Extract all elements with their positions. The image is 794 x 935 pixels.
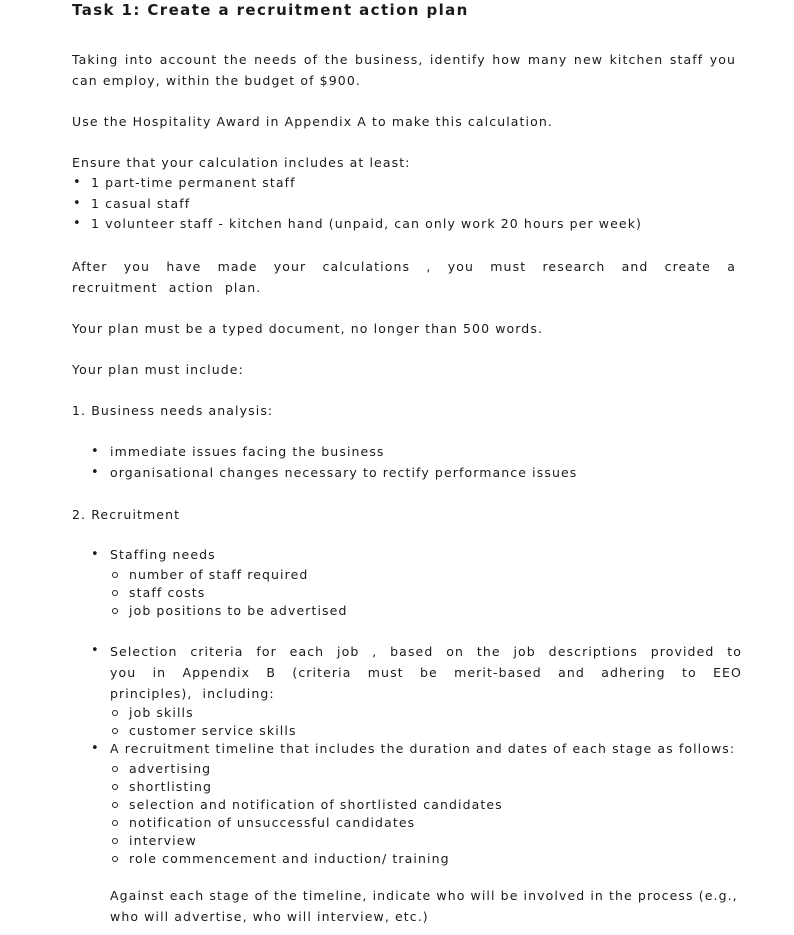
list-item: shortlisting bbox=[110, 778, 742, 796]
ensure-list bbox=[72, 173, 642, 235]
list-item: role commencement and induction/ training bbox=[110, 850, 742, 868]
list-item: staff costs bbox=[110, 584, 742, 602]
list-item: • 1 volunteer staff - kitchen hand (unpaid, can only work 20 hours per week) bbox=[72, 214, 642, 235]
list-item: interview bbox=[110, 832, 742, 850]
list-item: • immediate issues facing the business bbox=[110, 442, 742, 463]
list-item: • 1 part-time permanent staff bbox=[72, 173, 642, 194]
list-item: customer service skills bbox=[110, 722, 742, 740]
selection-label: • Selection criteria for each job , based on the job descriptions provided to you in Appendix B (criteria must be merit-based and adhering to EEO principles), including: bbox=[110, 644, 742, 701]
list-item: job skills bbox=[110, 704, 742, 722]
list-item: notification of unsuccessful candidates bbox=[110, 814, 742, 832]
ensure-heading: Ensure that your calculation includes at least: bbox=[72, 155, 411, 170]
list-item: • organisational changes necessary to rectify performance issues bbox=[110, 463, 742, 484]
list-item: selection and notification of shortlisted candidates bbox=[110, 796, 742, 814]
task-title: Task 1: Create a recruitment action plan bbox=[72, 1, 469, 19]
staffing-label: • Staffing needs bbox=[110, 547, 216, 562]
section1-list bbox=[110, 442, 742, 483]
selection-criteria-item bbox=[110, 641, 742, 740]
timeline-sublist bbox=[110, 760, 742, 868]
list-item: number of staff required bbox=[110, 566, 742, 584]
after-paragraph: After you have made your calculations , you must research and create a recruitment action plan. bbox=[72, 259, 736, 295]
staffing-list bbox=[110, 545, 742, 620]
staffing-needs-item bbox=[110, 545, 742, 620]
timeline-note: Against each stage of the timeline, indicate who will be involved in the process (e.g., who will advertise, who will interview, etc.) bbox=[110, 888, 738, 924]
timeline-item bbox=[110, 739, 742, 868]
must-include-heading: Your plan must include: bbox=[72, 362, 244, 377]
intro-paragraph: Taking into account the needs of the business, identify how many new kitchen staff you can employ, within the budget of $900. bbox=[72, 52, 736, 88]
staffing-sublist bbox=[110, 566, 742, 620]
typed-requirement: Your plan must be a typed document, no longer than 500 words. bbox=[72, 321, 544, 336]
list-item: job positions to be advertised bbox=[110, 602, 742, 620]
selection-sublist bbox=[110, 704, 742, 740]
section1-heading: 1. Business needs analysis: bbox=[72, 403, 274, 418]
timeline-label: • A recruitment timeline that includes the duration and dates of each stage as follows: bbox=[110, 741, 736, 756]
list-item: advertising bbox=[110, 760, 742, 778]
award-instruction: Use the Hospitality Award in Appendix A to make this calculation. bbox=[72, 114, 553, 129]
list-item: • 1 casual staff bbox=[72, 194, 642, 215]
section2-heading: 2. Recruitment bbox=[72, 507, 181, 522]
selection-list bbox=[110, 641, 742, 740]
timeline-list bbox=[110, 739, 742, 868]
